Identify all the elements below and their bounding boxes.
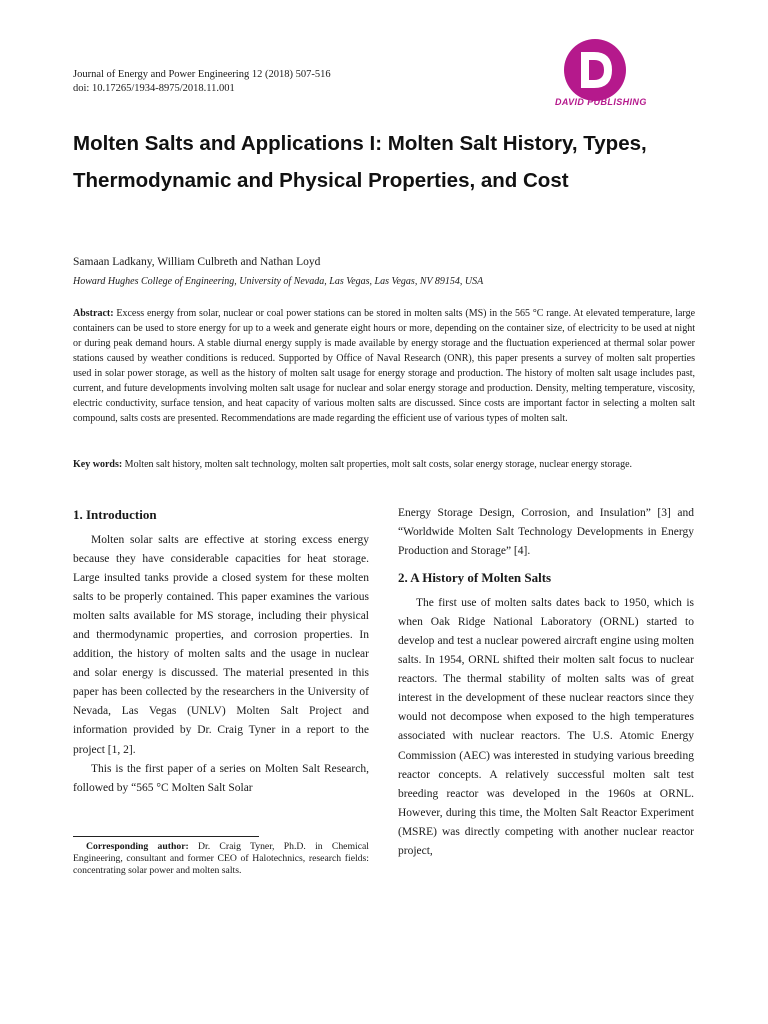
journal-citation (73, 68, 331, 96)
paragraph: The first use of molten salts dates back to 1950, which is when Oak Ridge National Laboratory (ORNL) started to develop and test a nuclear powered aircraft engine using molten salts. In 1954, ORNL shifted their molten salt focus to nuclear reactors. The thermal stability of molten salts was of great interest in the development of these nuclear reactors since they would not decompose when exposed to the high temperatures associated with nuclear reactors. The U.S. Atomic Energy Commission (AEC) was interested in studying various breeding reactor concepts. A relatively successful molten salt test breeding reactor was developed in the 1960s at ORNL. However, during this time, the Molten Salt Reactor Experiment (MSRE) was directly competing with another nuclear reactor project, (398, 597, 694, 857)
paragraph: This is the first paper of a series on Molten Salt Research, followed by “565 °C Molten Salt Solar (73, 762, 369, 794)
keywords-text: Molten salt history, molten salt technology, molten salt properties, molt salt costs, solar energy storage, nuclear energy storage. (124, 459, 633, 470)
paragraph: Molten solar salts are effective at storing excess energy because they have considerable capacities for heat storage. Large insulted tanks provide a closed system for these molten salts to be properly contained. This paper examines the various molten salts available for MS storage, including their physical and thermodynamic properties, and corrosion properties. In addition, the history of molten salts and the usage in nuclear and solar energy is discussed. The material presented in this paper has been collected by the researchers in the University of Nevada, Las Vegas (UNLV) Molten Salt Project and information provided by Dr. Craig Tyner in a report to the project [1, 2]. (73, 534, 369, 756)
paper-title: Molten Salts and Applications I: Molten Salt History, Types, Thermodynamic and Physical Properties, and Cost (73, 132, 647, 192)
footnote-text: Dr. Craig Tyner, Ph.D. in Chemical Engineering, consultant and former CEO of Halotechnics, research fields: concentrating solar power and molten salts. (73, 841, 369, 876)
abstract-text: Excess energy from solar, nuclear or coal power stations can be stored in molten salts (MS) in the 565 °C range. At elevated temperature, large containers can be used to store energy for up to a week and generate eight hours or more, depending on the container size, of electricity to be used at night or during peak demand hours. A stable diurnal energy supply is made available by energy storage and the fluctuation experienced at thermal solar power stations caused by weather conditions is reduced. Supported by Office of Naval Research (ONR), this paper presents a survey of molten salt properties used in solar power storage, as well as the history of molten salt usage for energy storage and production. The history of molten salt usage includes past, current, and future developments involving molten salt usage for nuclear and solar energy storage and production. Density, melting temperature, viscosity, electric conductivity, surface tension, and heat capacity of various molten salts are discussed. Since costs are important factor in selecting a molten salt compound, salts costs are presented. Recommendations are made regarding the efficient use of various types of molten salt. (73, 308, 696, 424)
right-column (398, 504, 694, 861)
doi-line: doi: 10.17265/1934-8975/2018.11.001 (73, 83, 235, 94)
section-heading-introduction: 1. Introduction (73, 507, 157, 522)
abstract (73, 306, 695, 426)
footnote-divider (73, 836, 259, 837)
keywords (73, 457, 695, 472)
footnote-label: Corresponding author: (86, 841, 189, 852)
left-column (73, 505, 369, 798)
footnote (73, 841, 369, 877)
authors: Samaan Ladkany, William Culbreth and Nathan Loyd (73, 256, 321, 268)
paragraph-continuation: Energy Storage Design, Corrosion, and Insulation” [3] and “Worldwide Molten Salt Technology Developments in Energy Production and Storage” [4]. (398, 507, 694, 558)
affiliation: Howard Hughes College of Engineering, University of Nevada, Las Vegas, Las Vegas, NV 89154, USA (73, 276, 484, 287)
publisher-logo (548, 38, 708, 108)
section-heading-history: 2. A History of Molten Salts (398, 570, 552, 586)
keywords-label: Key words: (73, 459, 123, 470)
abstract-label: Abstract: (73, 308, 114, 319)
publisher-logo-text: DAVID PUBLISHING (555, 97, 647, 107)
journal-line: Journal of Energy and Power Engineering 12 (2018) 507-516 (73, 69, 331, 80)
